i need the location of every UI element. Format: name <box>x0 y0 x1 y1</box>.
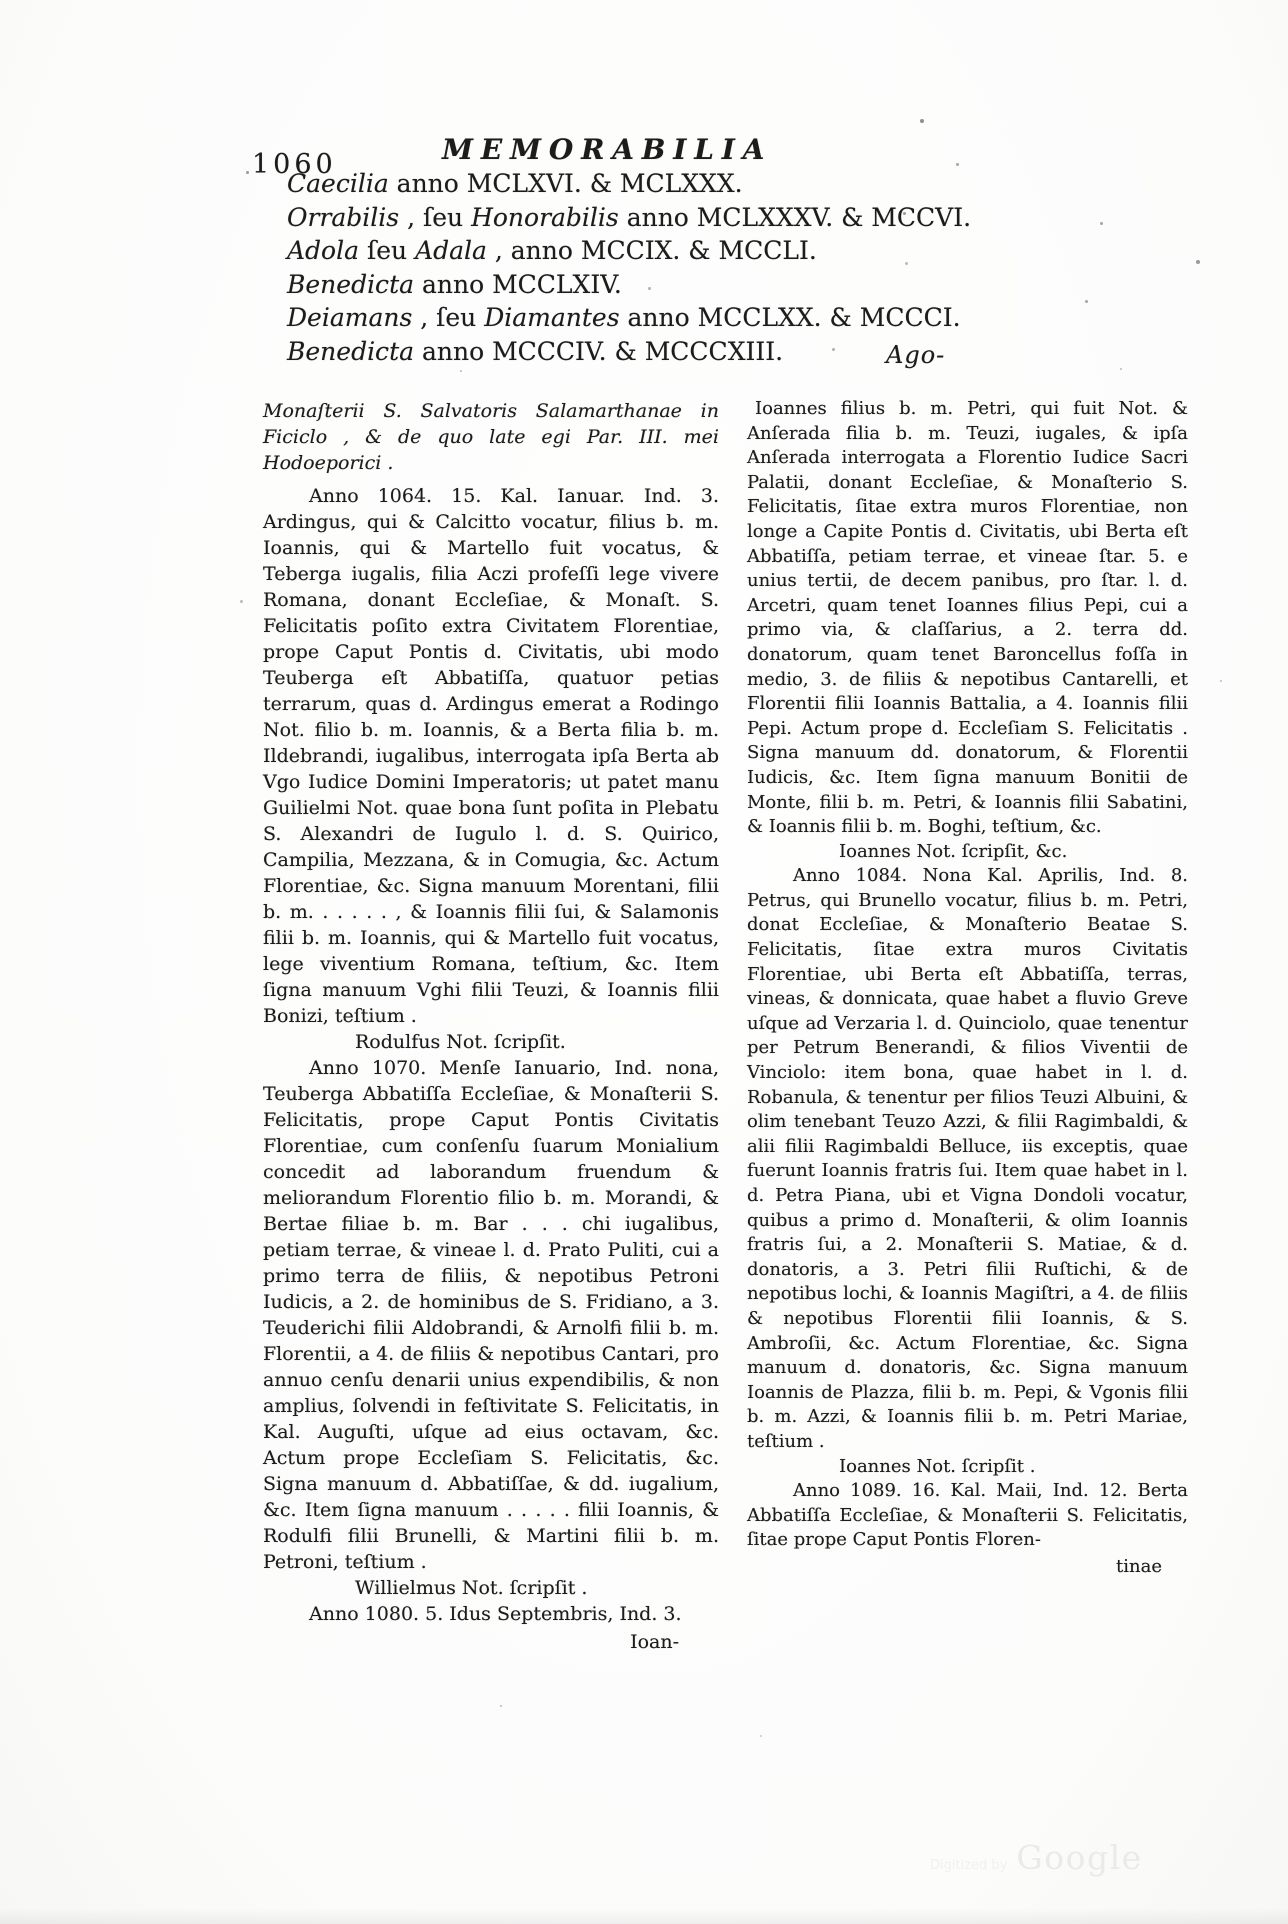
abbess-years: , ſeu <box>412 303 485 332</box>
running-title: MEMORABILIA <box>442 133 773 166</box>
paragraph: Anno 1070. Menſe Ianuario, Ind. nona, Teuberga Abbatiſſa Eccleſiae, & Monaſterii S. Felicitatis, prope Caput Pontis Civitatis Florentiae, cum conſenſu ſuarum Monialium concedit ad laborandum fruendum & meliorandum Florentio filio b. m. Morandi, & Bertae filiae b. m. Bar . . . chi iugalibus, petiam terrae, & vineae l. d. Prato Puliti, cui a primo terra de filiis, & nepotibus Petroni Iudicis, a 2. de hominibus de S. Fridiano, a 3. Teuderichi filii Aldobrandi, & Arnolfi filii b. m. Florentii, a 4. de filiis & nepotibus Cantari, pro annuo cenſu denarii unius expendibilis, & non amplius, ſolvendi in feſtivitate S. Felicitatis, in Kal. Auguſti, uſque ad eius octavam, &c. Actum prope Eccleſiam S. Felicitatis, &c. Signa manuum d. Abbatiſſae, & dd. iugalium, &c. Item ſigna manuum . . . . . filii Ioannis, & Rodulfi filii Brunelli, & Martini filii b. m. Petroni, teſtium . <box>263 1057 719 1573</box>
paragraph: Willielmus Not. ſcripſit . <box>355 1577 588 1599</box>
watermark-prefix: Digitized by <box>930 1858 1008 1873</box>
noise-speck <box>1120 368 1122 370</box>
paragraph: Ioannes filius b. m. Petri, qui fuit Not. & Anſerada filia b. m. Teuzi, iugales, & ipſa Anſerada interrogata a Florentio Iudice Sacri Palatii, donant Eccleſiae, & Monaſterio S. Felicitatis, ſitae extra muros Florentiae, non longe a Capite Pontis d. Civitatis, ubi Berta eſt Abbatiſſa, petiam terrae, et vineae ſtar. 5. e unius tertii, de decem panibus, pro ſtar. l. d. Arcetri, quam tenet Ioannes filius Pepi, cui a primo via, & claſſarius, a 2. terra dd. donatorum, quam tenet Baroncellus foſſa in medio, 3. de filiis & nepotibus Cantarelli, et Florentii filii Ioannis Battalia, a 4. Ioannis filii Pepi. Actum prope d. Eccleſiam S. Felicitatis . Signa manuum dd. donatorum, & Florentii Iudicis, &c. Item ſigna manuum Bonitii de Monte, filii b. m. Petri, & Ioannis filii Sabatini, & Ioannis filii b. m. Boghi, teſtium, &c. <box>747 398 1188 838</box>
left-column <box>263 398 719 1655</box>
marginal-note-monasterii: Monaſterii S. Salvatoris Salamarthanae in Ficiclo , & de quo late egi Par. III. mei Hodoeporici . <box>263 400 719 474</box>
abbess-list-line <box>287 268 1007 302</box>
paragraph: Anno 1089. 16. Kal. Maii, Ind. 12. Berta Abbatiſſa Eccleſiae, & Monaſterii S. Felicitatis, ſitae prope Caput Pontis Floren- <box>747 1480 1188 1551</box>
noise-speck <box>1085 300 1088 303</box>
abbess-years: , ſeu <box>399 202 472 232</box>
noise-speck <box>905 262 908 265</box>
noise-speck <box>1100 222 1103 225</box>
noise-speck <box>920 119 924 123</box>
right-column-paragraphs <box>747 397 1188 1553</box>
abbess-name: Caecilia <box>287 169 389 198</box>
page-number: 1060 <box>252 149 337 180</box>
abbess-name: Adala <box>415 236 487 265</box>
abbess-list-line <box>287 201 1007 235</box>
noise-speck <box>1196 260 1200 264</box>
paragraph: Anno 1064. 15. Kal. Ianuar. Ind. 3. Ardingus, qui & Calcitto vocatur, filius b. m. Ioannis, qui & Martello fuit vocatus, & Teberga iugalis, filia Aczi profeſſi lege vivere Romana, donant Eccleſiae, & Monaſt. S. Felicitatis poſito extra Civitatem Florentiae, prope Caput Pontis d. Civitatis, ubi modo Teuberga eſt Abbatiſſa, quatuor petias terrarum, quas d. Ardingus emerat a Rodingo Not. filio b. m. Ioannis, & a Berta filia b. m. Ildebrandi, iugalibus, interrogata ipſa Berta ab Vgo Iudice Domini Imperatoris; ut patet manu Guilielmi Not. quae bona ſunt poſita in Plebatu S. Alexandri de Iugulo l. d. S. Quirico, Campilia, Mezzana, & in Comugia, &c. Actum Florentiae, &c. Signa manuum Morentani, filii b. m. . . . . . , & Ioannis filii ſui, & Salamonis filii b. m. Ioannis, qui & Martello fuit vocatus, lege viventium Romana, teſtium, &c. Item ſigna manuum Vghi filii Teuzi, & Ioannis filii Bonizi, teſtium . <box>263 485 719 1027</box>
abbess-years: anno MCLXXXV. & MCCVI. <box>618 202 972 232</box>
noise-speck <box>500 1705 502 1707</box>
abbess-year-list <box>287 167 1007 368</box>
abbess-years: , anno MCCIX. & MCCLI. <box>486 236 817 265</box>
noise-speck <box>760 1735 762 1737</box>
google-watermark <box>930 1838 1143 1877</box>
left-column-paragraphs <box>263 483 719 1627</box>
noise-speck <box>956 163 959 166</box>
paragraph: Ioannes Not. ſcripſit, &c. <box>839 840 1068 862</box>
abbess-years: anno MCCCIV. & MCCCXIII. <box>414 336 784 366</box>
noise-speck <box>832 348 835 351</box>
noise-speck <box>1220 680 1222 682</box>
catchword-ago: Ago- <box>886 341 946 369</box>
abbess-list-line <box>287 234 1007 268</box>
abbess-name: Benedicta <box>287 269 415 299</box>
noise-speck <box>246 171 249 174</box>
right-column <box>747 397 1188 1580</box>
noise-speck <box>240 600 243 603</box>
abbess-name: Honorabilis <box>471 202 619 232</box>
noise-speck <box>460 370 462 372</box>
abbess-name: Benedicta <box>287 336 415 366</box>
abbess-years: anno MCLXVI. & MCLXXX. <box>388 169 743 198</box>
scan-bottom-shade <box>0 1908 1288 1924</box>
paragraph: Anno 1084. Nona Kal. Aprilis, Ind. 8. Petrus, qui Brunello vocatur, filius b. m. Petri, donat Eccleſiae, & Monaſterio Beatae S. Felicitatis, ſitae extra muros Civitatis Florentiae, ubi Berta eſt Abbatiſſa, terras, vineas, & donnicata, quae habet a fluvio Greve uſque ad Verzaria l. d. Quinciolo, quae tenentur per Petrum Benerandi, & filios Viventii de Vinciolo: item bona, quae habet in l. d. Robanula, & tenentur per filios Teuzi Albuini, & olim tenebant Teuzo Azzi, & filii Ragimbaldi, & alii filii Ragimbaldi Belluce, iis exceptis, quae fuerunt Ioannis fratris ſui. Item quae habet in l. d. Petra Piana, ubi et Vigna Dondoli vocatur, quibus a primo d. Monaſterii, & olim Ioannis fratris ſui, a 2. Monaſterii S. Matiae, & d. donatoris, a 3. Petri filii Ruſtichi, & de nepotibus lochi, & Ioannis Magiſtri, a 4. de filiis & nepotibus Florentii filii Ioannis, & S. Ambroſii, &c. Actum Florentiae, &c. Signa manuum d. donatoris, &c. Signa manuum Ioannis de Plazza, filii b. m. Pepi, & Vgonis filii b. m. Azzi, & Ioannis filii b. m. Petri Mariae, teſtium . <box>747 865 1188 1452</box>
abbess-years: anno MCCLXX. & MCCCI. <box>619 303 961 332</box>
abbess-name: Adola <box>287 236 360 265</box>
abbess-list-line <box>287 167 1007 201</box>
paragraph: Anno 1080. 5. Idus Septembris, Ind. 3. <box>309 1603 682 1625</box>
noise-speck <box>903 212 906 215</box>
abbess-name: Deiamans <box>287 303 413 332</box>
google-logo: Google <box>1016 1838 1143 1877</box>
abbess-name: Diamantes <box>484 303 620 332</box>
abbess-years: anno MCCLXIV. <box>414 269 622 299</box>
paragraph: Ioannes Not. ſcripſit . <box>839 1455 1036 1477</box>
catchword-tinae: tinae <box>1116 1555 1162 1577</box>
abbess-name: Orrabilis <box>287 202 400 232</box>
catchword-ioan: Ioan- <box>630 1631 679 1653</box>
noise-speck <box>648 287 651 290</box>
abbess-list-line <box>287 301 1007 335</box>
paragraph: Rodulfus Not. ſcripſit. <box>355 1031 566 1053</box>
abbess-years: ſeu <box>359 236 416 265</box>
